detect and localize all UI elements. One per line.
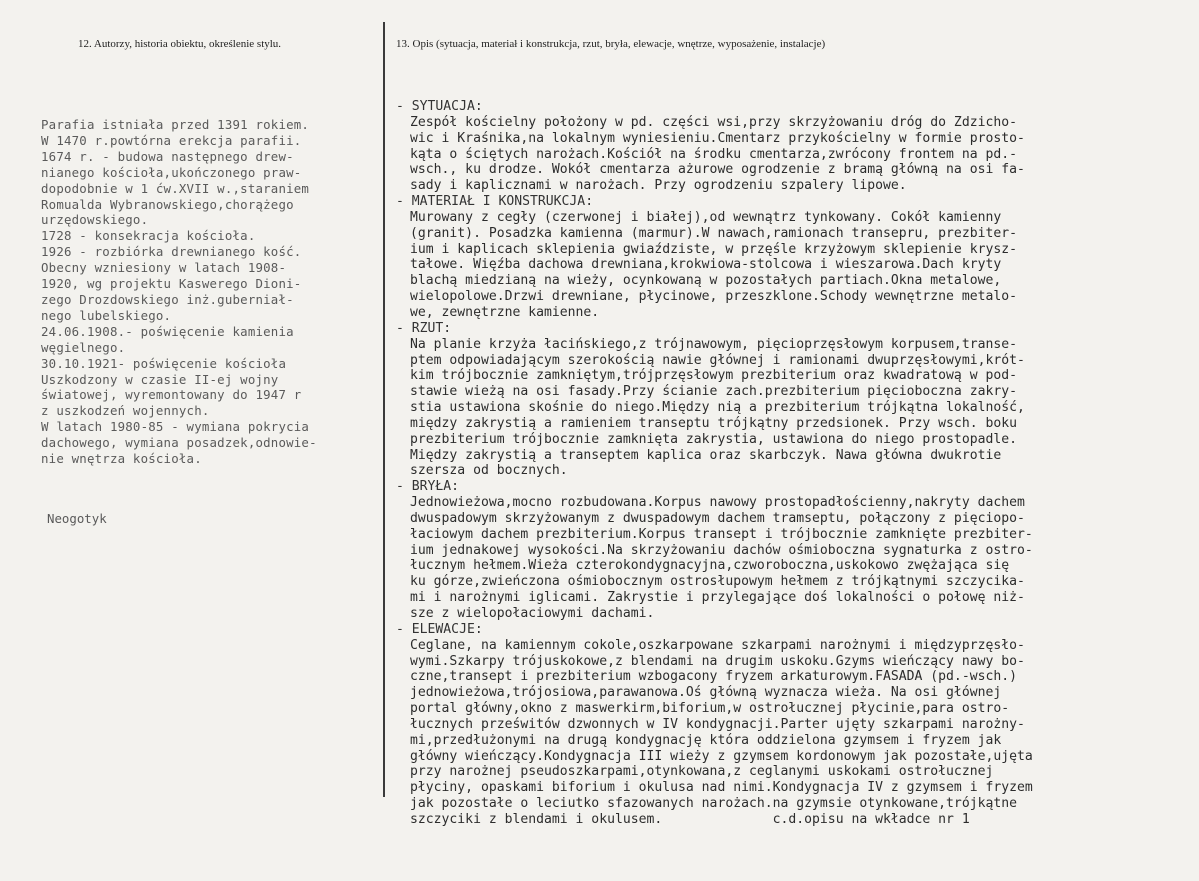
history-line: 30.10.1921- poświęcenie kościoła [41,355,287,371]
style-note: Neogotyk [47,511,107,526]
history-line: Uszkodzony w czasie II-ej wojny [41,371,279,387]
description-line: szczyciki z blendami i okulusem. c.d.opisu na wkładce nr 1 [410,811,970,827]
section-heading: - BRYŁA: [396,479,460,495]
history-line: nego lubelskiego. [41,307,172,323]
history-line: z uszkodzeń wojennych. [41,403,210,419]
history-line: 1674 r. - budowa następnego drew- [41,148,294,164]
description-line: ptem odpowiadającym szerokością nawie głównej i ramionami dwuprzęsłowymi,krót- [410,352,1025,368]
description-line: czne,transept i prezbiterium wzbogacony fryzem arkaturowym.FASADA (pd.-wsch.) [410,669,1017,685]
description-line: ium i kaplicach sklepienia gwiaździste, w przęśle krzyżowym sklepienie krysz- [410,241,1017,257]
description-line: portal główny,okno z maswerkirm,biforium,w ostrołucznej płycinie,para ostro- [410,701,1010,717]
history-line: Parafia istniała przed 1391 rokiem. [41,117,310,132]
description-line: ku górze,zwieńczona ośmiobocznym ostrosłupowym hełmem z trójkątnymi szczycika- [410,574,1025,590]
description-line: Zespół kościelny położony w pd. części wsi,przy skrzyżowaniu dróg do Zdzicho- [410,114,1017,130]
history-line: światowej, wyremontowany do 1947 r [41,387,302,403]
description-line: stawie wieżą na osi fasady.Przy ścianie zach.prezbiterium pięcioboczna zakry- [410,384,1017,400]
section-heading: - RZUT: [396,320,452,336]
history-line: węgielnego. [41,339,126,355]
description-line: szersza od bocznych. [410,463,568,479]
description-line: wielopolowe.Drzwi drewniane, płycinowe, przeszklone.Schody wewnętrzne metalo- [410,289,1017,305]
description-line: ium jednakowej wysokości.Na skrzyżowaniu dachów ośmioboczna sygnaturka z ostro- [410,542,1033,558]
description-line: stia ustawiona skośnie do niego.Między nią a prezbiterium trójkątna lokalność, [410,400,1025,416]
history-line: urzędowskiego. [41,212,149,228]
description-line: łucznym hełmem.Wieża czterokondygnacyjna,czworoboczna,uskokowo zwężająca się [410,558,1010,574]
description-line: wymi.Szkarpy trójuskokowe,z blendami na drugim uskoku.Gzyms wieńczący nawy bo- [410,653,1025,669]
description-line: we, zewnętrzne kamienne. [410,304,600,320]
description-line: wsch., ku drodze. Wokół cmentarza ażurowe ogrodzenie z bramą główną na osi fa- [410,162,1025,178]
description-line: Ceglane, na kamiennym cokole,oszkarpowane szkarpami narożnymi i międzyprzęsło- [410,637,1025,653]
description-line: mi i narożnymi iglicami. Zakrystie i przylegające doś lokalności o połowę niż- [410,590,1025,606]
description-line: Jednowieżowa,mocno rozbudowana.Korpus nawowy prostopadłościenny,nakryty dachem [410,495,1025,511]
description-line: przy narożnej pseudoszkarpami,otynkowana,z ceglanymi uskokami ostrołucznej [410,764,994,780]
description-line: sady i kaplicznami w narożach. Przy ogrodzeniu szpalery lipowe. [410,178,907,194]
description-line: tałowe. Więźba dachowa drewniana,krokwiowa-stolcowa i wieszarowa.Dach kryty [410,257,1002,273]
description-line: blachą miedzianą na wieży, ocynkowaną w pozostałych partiach.Okna metalowe, [410,273,1002,289]
right-column-header: 13. Opis (sytuacja, materiał i konstrukcja, rzut, bryła, elewacje, wnętrze, wyposażenie, instalacje) [396,38,826,50]
description-line: łaciowym dachem prezbiterium.Korpus transept i trójbocznie zamknięte prezbiter- [410,526,1033,542]
description-section [396,99,1196,828]
description-line: mi,przedłużonymi na drugą kondygnację która oddzielona gzymsem i fryzem jak [410,732,1002,748]
description-line: (granit). Posadzka kamienna (marmur).W nawach,ramionach transepru, prezbiter- [410,225,1017,241]
left-column-header: 12. Autorzy, historia obiektu, określenie stylu. [78,38,282,50]
description-line: prezbiterium trójbocznie zamknięta zakrystia, ustawiona do niego prostopadle. [410,431,1017,447]
section-heading: - MATERIAŁ I KONSTRUKCJA: [396,194,594,210]
description-line: kim trójbocznie zamkniętym,trójprzęsłowym prezbiterium oraz kwadratową w pod- [410,368,1017,384]
description-line: Na planie krzyża łacińskiego,z trójnawowym, pięcioprzęsłowym korpusem,transe- [410,336,1017,352]
history-line: 1920, wg projektu Kaswerego Dioni- [41,276,302,292]
section-heading: - ELEWACJE: [396,621,483,637]
description-line: wic i Kraśnika,na lokalnym wyniesieniu.Cmentarz przykościelny w formie prosto- [410,130,1025,146]
history-line: Romualda Wybranowskiego,chorążego [41,196,294,212]
description-line: kąta o ściętych narożach.Kościół na środku cmentarza,zwrócony frontem na pd.- [410,146,1017,162]
description-line: jak pozostałe o leciutko sfazowanych narożach.na gzymsie otynkowane,trójkątne [410,796,1017,812]
description-line: dwuspadowym skrzyżowanym z dwuspadowym dachem tramseptu, połączony z pięciopo- [410,510,1025,526]
history-line: 1926 - rozbiórka drewnianego kość. [41,244,302,260]
description-line: płyciny, opaskami biforium i okulusa nad nimi.Kondygnacja IV z gzymsem i fryzem [410,780,1033,796]
description-line: jednowieżowa,trójosiowa,parawanowa.Oś główną wyznacza wieża. Na osi głównej [410,685,1002,701]
description-line: między zakrystią a ramieniem transeptu trójkątny przedsionek. Przy wsch. boku [410,415,1017,431]
description-line: łucznych prześwitów dzwonnych w IV kondygnacji.Parter ujęty szkarpami narożny- [410,716,1025,732]
history-line: nie wnętrza kościoła. [41,451,202,467]
section-heading: - SYTUACJA: [396,99,483,114]
history-line: zego Drozdowskiego inż.guberniał- [41,291,294,307]
description-line: główny wieńczący.Kondygnacja III wieży z gzymsem kordonowym jak pozostałe,ujęta [410,748,1033,764]
description-line: Między zakrystią a transeptem kaplica oraz skarbczyk. Nawa główna dwukrotie [410,447,1002,463]
history-line: W latach 1980-85 - wymiana pokrycia [41,419,310,435]
description-line: sze z wielopołaciowymi dachami. [410,606,655,621]
history-section [41,117,386,467]
history-line: W 1470 r.powtórna erekcja parafii. [41,132,302,148]
history-line: Obecny wzniesiony w latach 1908- [41,260,287,276]
history-line: dopodobnie w 1 ćw.XVII w.,staraniem [41,180,310,196]
history-line: 1728 - konsekracja kościoła. [41,228,256,244]
description-line: Murowany z cegły (czerwonej i białej),od wewnątrz tynkowany. Cokół kamienny [410,209,1002,225]
history-line: 24.06.1908.- poświęcenie kamienia [41,323,294,339]
history-line: dachowego, wymiana posadzek,odnowie- [41,435,317,451]
history-line: nianego kościoła,ukończonego praw- [41,164,302,180]
